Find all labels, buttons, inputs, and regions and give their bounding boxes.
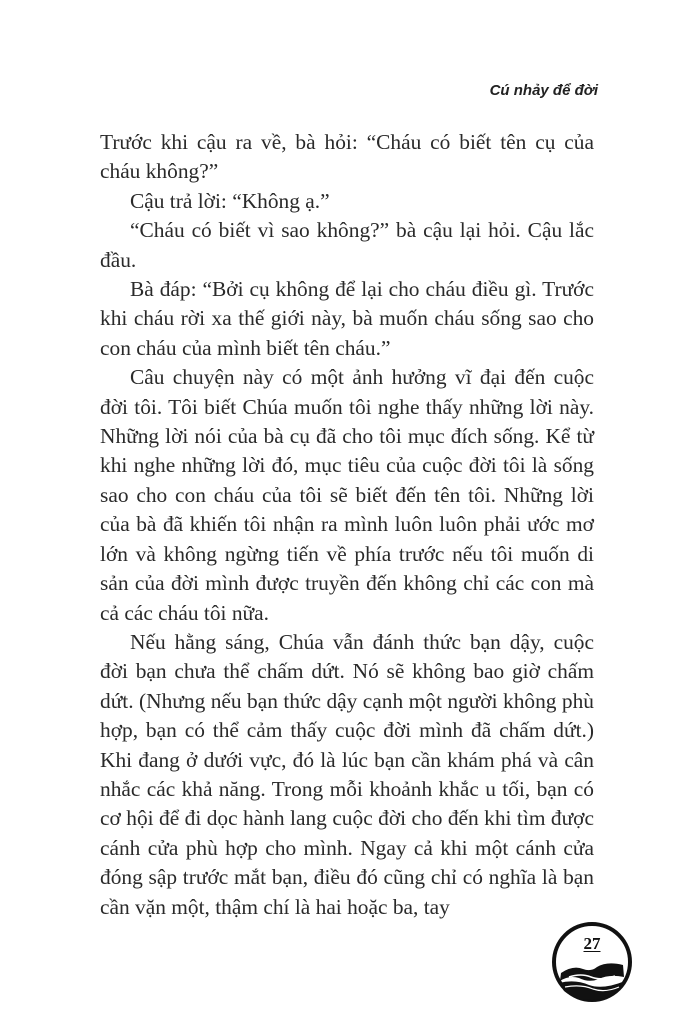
paragraph: Nếu hằng sáng, Chúa vẫn đánh thức bạn dậy, cuộc đời bạn chưa thể chấm dứt. Nó sẽ không bao giờ chấm dứt. (Nhưng nếu bạn thức dậy cạnh một người không phù hợp, bạn có thể cảm thấy cuộc đời mình đã chấm dứt.) Khi đang ở dưới vực, đó là lúc bạn cần khám phá và cân nhắc các khả năng. Trong mỗi khoảnh khắc u tối, bạn có cơ hội để đi dọc hành lang cuộc đời cho đến khi tìm được cánh cửa phù hợp cho mình. Ngay cả khi một cánh cửa đóng sập trước mắt bạn, điều đó cũng chỉ có nghĩa là bạn cần vặn một, thậm chí là hai hoặc ba, tay: [100, 629, 594, 919]
paragraph: Trước khi cậu ra về, bà hỏi: “Cháu có biết tên cụ của cháu không?”: [100, 130, 594, 184]
paragraph: “Cháu có biết vì sao không?” bà cậu lại hỏi. Cậu lắc đầu.: [100, 218, 594, 272]
paragraph: Cậu trả lời: “Không ạ.”: [130, 188, 330, 213]
page-number-badge: [551, 921, 633, 1003]
paragraph: Câu chuyện này có một ảnh hưởng vĩ đại đến cuộc đời tôi. Tôi biết Chúa muốn tôi nghe thấy những lời này. Những lời nói của bà cụ đã cho tôi mục đích sống. Kể từ khi nghe những lời đó, mục tiêu của cuộc đời tôi là sống sao cho con cháu của tôi sẽ biết đến tên tôi. Những lời của bà đã khiến tôi nhận ra mình luôn luôn phải ước mơ lớn và không ngừng tiến về phía trước nếu tôi muốn di sản của đời mình được truyền đến không chỉ các con mà cả các cháu tôi nữa.: [100, 365, 594, 625]
body-text: [100, 128, 594, 922]
page-number: 27: [583, 934, 601, 953]
running-header: Cú nhảy để đời: [489, 82, 598, 99]
paragraph: Bà đáp: “Bởi cụ không để lại cho cháu điều gì. Trước khi cháu rời xa thế giới này, bà muốn cháu sống sao cho con cháu của mình biết tên cháu.”: [100, 277, 594, 360]
